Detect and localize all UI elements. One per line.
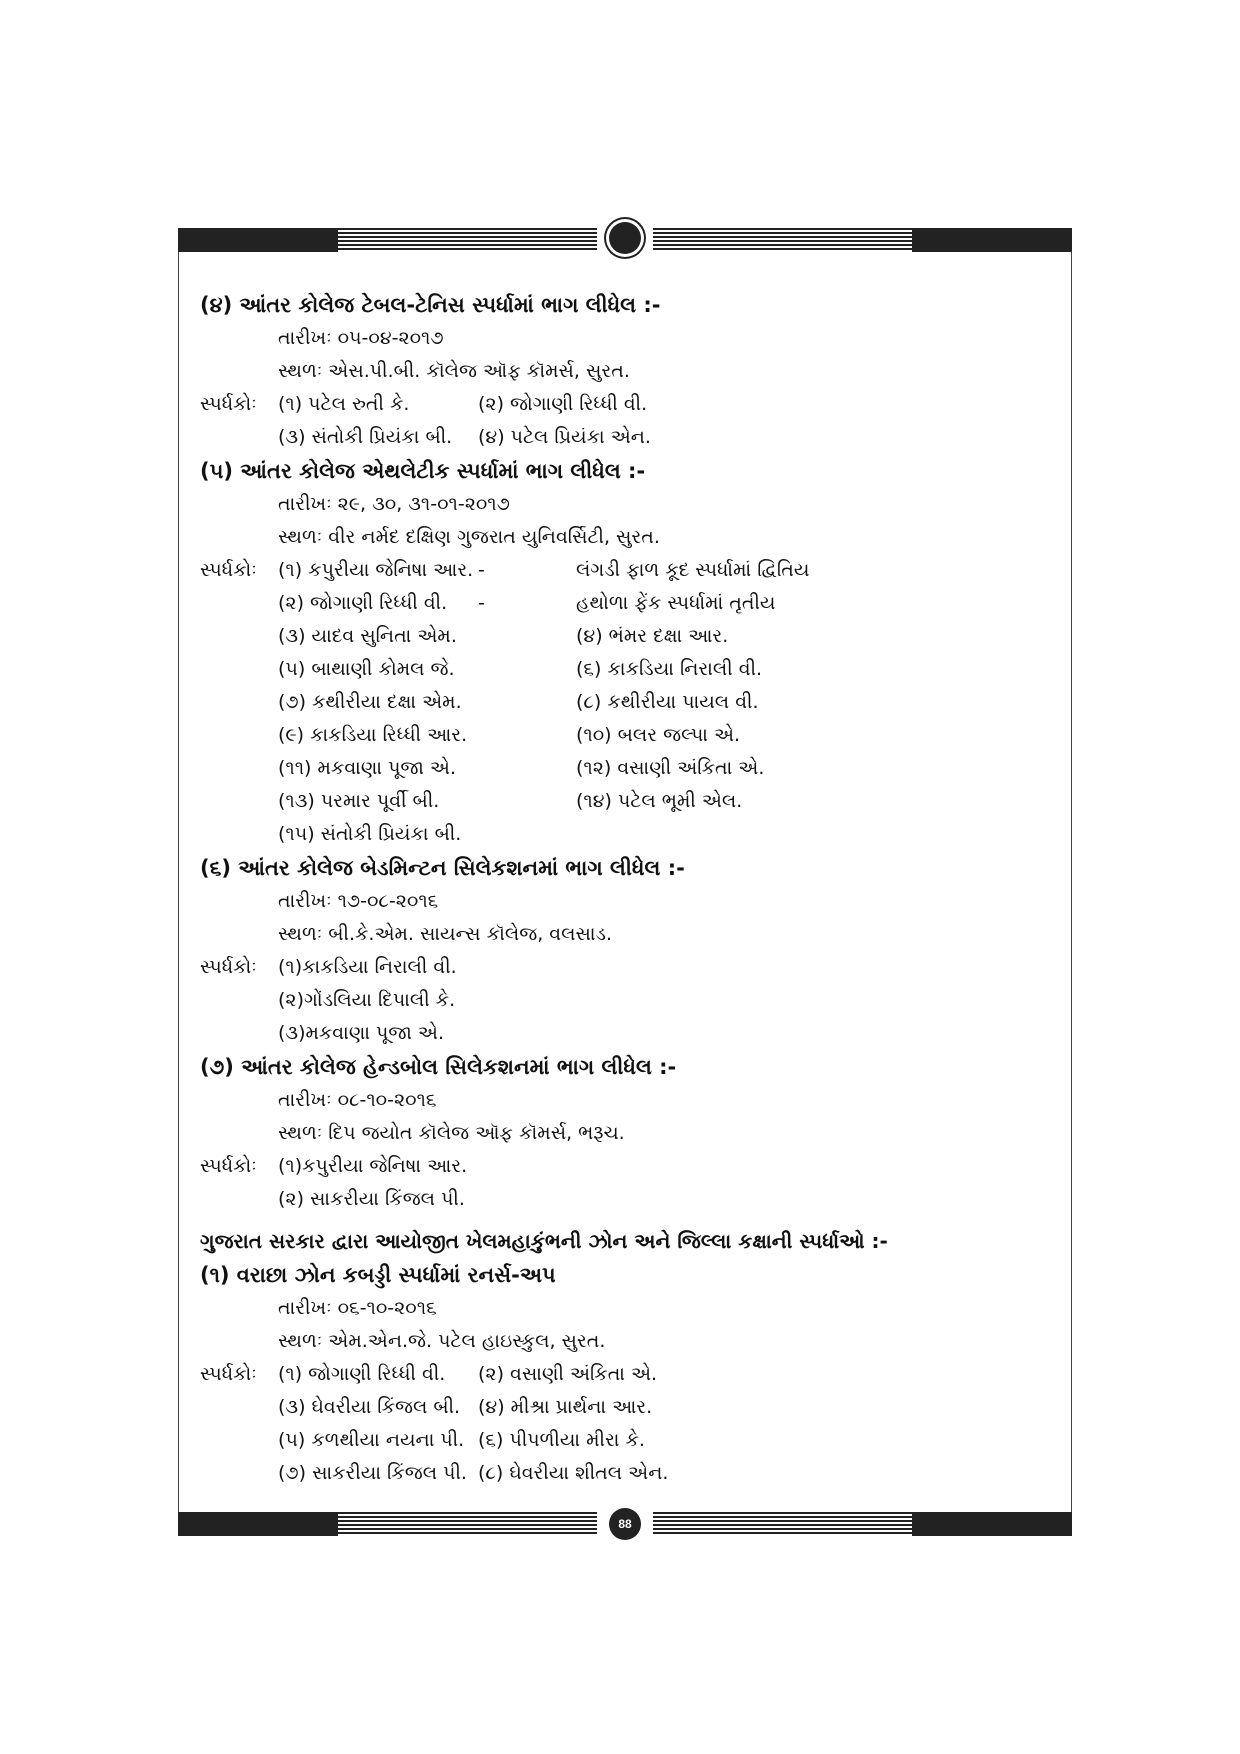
participant: (૬) કાકડિયા નિરાલી વી.: [576, 658, 763, 680]
participant: (૧૦) બલર જલ્પા એ.: [576, 724, 741, 746]
section-4-venue: સ્થળઃ એસ.પી.બી. કૉલેજ ઑફ કૉમર્સ, સુરત.: [278, 360, 630, 382]
participant-row: [200, 1150, 1060, 1183]
participant: (૪) મીશ્રા પ્રાર્થના આર.: [478, 1396, 653, 1418]
achievement: લંગડી ફાળ કૂદ સ્પર્ધામાં દ્વિતિય: [576, 559, 810, 581]
participant: (૧) કપુરીયા જેનિષા આર.: [278, 559, 474, 581]
participant-row: [200, 1391, 1060, 1424]
participant: (૭) કથીરીયા દક્ષા એમ.: [278, 691, 462, 713]
participant-row: [200, 686, 1060, 719]
participant: (૧૧) મકવાણા પૂજા એ.: [278, 757, 457, 779]
participant-row: [200, 1457, 1060, 1490]
participant-row: [200, 818, 1060, 851]
separator-dash: -: [478, 592, 485, 614]
achievement: હથોળા ફેંક સ્પર્ધામાં તૃતીય: [576, 592, 776, 614]
participant: (૨) સાકરીયા કિંજલ પી.: [278, 1188, 465, 1210]
participant: (૨)ગોંડલિયા દિપાલી કે.: [278, 989, 456, 1011]
participant: (૯) કાકડિયા રિધ્ધી આર.: [278, 724, 468, 746]
participant-row: [200, 1424, 1060, 1457]
participant: (૨) વસાણી અંકિતા એ.: [478, 1363, 658, 1385]
participant: (૮) કથીરીયા પાયલ વી.: [576, 691, 759, 713]
section-5-venue: સ્થળઃ વીર નર્મદ દક્ષિણ ગુજરાત યુનિવર્સિટી, સુરત.: [278, 526, 660, 548]
participant-row: [200, 421, 1060, 454]
participants-label: સ્પર્ધકોઃ: [200, 956, 257, 978]
participant-row: [200, 785, 1060, 818]
section-5-date: તારીખઃ ૨૯, ૩૦, ૩૧-૦૧-૨૦૧૭: [278, 493, 510, 515]
gov-competitions-title: ગુજરાત સરકાર દ્વારા આયોજીત ખેલમહાકુંભની ઝોન અને જિલ્લા કક્ષાની સ્પર્ધાઓ :-: [200, 1229, 888, 1253]
participant-row: [200, 1358, 1060, 1391]
participant: (૪) ભંમર દક્ષા આર.: [576, 625, 729, 647]
gear-ornament-icon: [609, 222, 641, 254]
participant: (૫) કળથીયા નયના પી.: [278, 1429, 465, 1451]
participant: (૨) જોગાણી રિધ્ધી વી.: [278, 592, 448, 614]
gov-subsection-heading: (૧) વરાછા ઝોન કબડ્ડી સ્પર્ધામાં રનર્સ-અપ: [200, 1263, 556, 1287]
participants-label: સ્પર્ધકોઃ: [200, 1155, 257, 1177]
participant: (૬) પીપળીયા મીરા કે.: [478, 1429, 645, 1451]
participants-label: સ્પર્ધકોઃ: [200, 1363, 257, 1385]
participant: (૩) યાદવ સુનિતા એમ.: [278, 625, 457, 647]
participant-row: [200, 653, 1060, 686]
participant: (૪) પટેલ પ્રિયંકા એન.: [478, 426, 651, 448]
participant: (૧) જોગાણી રિધ્ધી વી.: [278, 1363, 446, 1385]
participant: (૧)કાકડિયા નિરાલી વી.: [278, 956, 457, 978]
participants-label: સ્પર્ધકોઃ: [200, 559, 257, 581]
participant-row: [200, 984, 1060, 1017]
participant: (૩)મકવાણા પૂજા એ.: [278, 1022, 445, 1044]
separator-dash: -: [478, 559, 485, 581]
participant: (૩) ઘેવરીયા કિંજલ બી.: [278, 1396, 461, 1418]
participant: (૭) સાકરીયા કિંજલ પી.: [278, 1462, 467, 1484]
gov-venue: સ્થળઃ એમ.એન.જે. પટેલ હાઇસ્કુલ, સુરત.: [278, 1330, 606, 1352]
section-6-date: તારીખઃ ૧૭-૦૮-૨૦૧૬: [278, 890, 439, 912]
section-7-venue: સ્થળઃ દિપ જયોત કૉલેજ ઑફ કૉમર્સ, ભરૂચ.: [278, 1122, 625, 1144]
page-content: [200, 288, 1060, 1490]
participant-row: [200, 719, 1060, 752]
participants-label: સ્પર્ધકોઃ: [200, 393, 257, 415]
section-5-heading: (૫) આંતર કોલેજ એથલેટીક સ્પર્ધામાં ભાગ લીધેલ :-: [200, 459, 646, 483]
participant: (૧) પટેલ રુતી કે.: [278, 393, 410, 415]
participant: (૧)કપુરીયા જેનિષા આર.: [278, 1155, 468, 1177]
participant-row: [200, 1017, 1060, 1050]
section-4-date: તારીખઃ ૦૫-૦૪-૨૦૧૭: [278, 327, 444, 349]
bottom-decorative-bar: [178, 1512, 1072, 1536]
section-7-date: તારીખઃ ૦૮-૧૦-૨૦૧૬: [278, 1089, 437, 1111]
top-decorative-bar: [178, 228, 1072, 252]
participant-row: [200, 752, 1060, 785]
section-6-venue: સ્થળઃ બી.કે.એમ. સાયન્સ કૉલેજ, વલસાડ.: [278, 923, 613, 945]
participant-row: [200, 951, 1060, 984]
participant: (૧૪) પટેલ ભૂમી એલ.: [576, 790, 743, 812]
participant-row: [200, 554, 1060, 587]
section-4-heading: (૪) આંતર કોલેજ ટેબલ-ટેનિસ સ્પર્ધામાં ભાગ લીધેલ :-: [200, 293, 661, 317]
participant: (૩) સંતોકી પ્રિયંકા બી.: [278, 426, 453, 448]
participant: (૫) બાથાણી કોમલ જે.: [278, 658, 455, 680]
participant: (૧૫) સંતોકી પ્રિયંકા બી.: [278, 823, 462, 845]
participant-row: [200, 1183, 1060, 1216]
section-7-heading: (૭) આંતર કોલેજ હેન્ડબોલ સિલેકશનમાં ભાગ લીધેલ :-: [200, 1055, 677, 1079]
participant-row: [200, 620, 1060, 653]
participant: (૧૨) વસાણી અંકિતા એ.: [576, 757, 765, 779]
participant: (૨) જોગાણી રિધ્ધી વી.: [478, 393, 648, 415]
section-6-heading: (૬) આંતર કોલેજ બેડમિન્ટન સિલેકશનમાં ભાગ લીધેલ :-: [200, 856, 685, 880]
participant: (૮) ઘેવરીયા શીતલ એન.: [478, 1462, 669, 1484]
participant-row: [200, 388, 1060, 421]
page-number: 88: [609, 1508, 641, 1540]
participant-row: [200, 587, 1060, 620]
participant: (૧૩) પરમાર પૂર્વી બી.: [278, 790, 440, 812]
gov-date: તારીખઃ ૦૬-૧૦-૨૦૧૬: [278, 1297, 437, 1319]
